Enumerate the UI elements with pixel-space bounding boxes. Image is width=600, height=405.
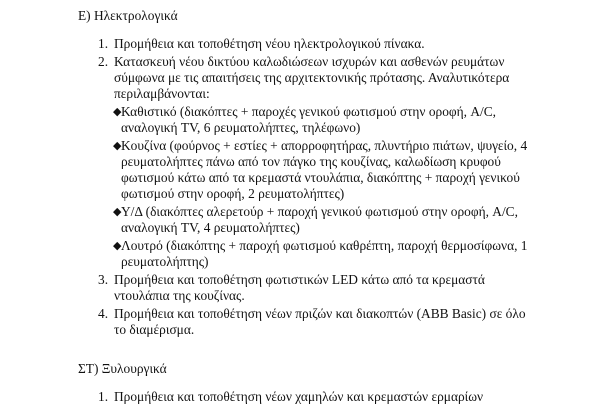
list-item-number: 3. (98, 272, 109, 287)
room-sublist (114, 104, 530, 270)
list-item-text: Προμήθεια και τοποθέτηση νέων χαμηλών και κρεμαστών ερμαρίων (114, 389, 484, 404)
list-item (0, 54, 600, 270)
list-item-text: Προμήθεια και τοποθέτηση νέου ηλεκτρολογικού πίνακα. (114, 36, 425, 51)
sublist-item-bedroom (114, 204, 530, 236)
electrical-list (0, 36, 600, 340)
list-item (0, 306, 600, 338)
sublist-item-text: Κουζίνα (φούρνος + εστίες + απορροφητήρας, πλυντήριο πιάτων, ψυγείο, 4 ρευματολήπτες πάνω από τον πάγκο της κουζίνας, καλωδίωση κρυφού φωτισμού κάτω από τα κρεμαστά ντουλάπια, διακόπτης + παροχή γενικού φωτισμού στην οροφή, 2 ρευματολήπτες) (121, 138, 528, 201)
section-heading-carpentry: ΣΤ) Ξυλουργικά (78, 361, 167, 376)
sublist-item-text: Υ/Δ (διακόπτες αλερετούρ + παροχή γενικού φωτισμού στην οροφή, A/C, αναλογική TV, 4 ρευματολήπτες) (121, 204, 518, 235)
section-heading-electrical: Ε) Ηλεκτρολογικά (78, 8, 178, 23)
diamond-bullet-icon: ◆ (113, 206, 122, 218)
list-item-text: Προμήθεια και τοποθέτηση νέων πριζών και διακοπτών (ABB Basic) σε όλο το διαμέρισμα. (114, 306, 526, 337)
list-item (0, 272, 600, 304)
carpentry-list (0, 389, 600, 405)
list-item-text: Κατασκευή νέου δικτύου καλωδιώσεων ισχυρών και ασθενών ρευμάτων σύμφωνα με τις απαιτήσεις της αρχιτεκτονικής πρότασης. Αναλυτικότερα περιλαμβάνονται: (114, 54, 510, 101)
sublist-item-text: Καθιστικό (διακόπτες + παροχές γενικού φωτισμού στην οροφή, A/C, αναλογική TV, 6 ρευματολήπτες, τηλέφωνο) (121, 104, 496, 135)
diamond-bullet-icon: ◆ (113, 240, 122, 252)
sublist-item-text: Λουτρό (διακόπτης + παροχή φωτισμού καθρέπτη, παροχή θερμοσίφωνα, 1 ρευματολήπτης) (121, 238, 528, 269)
list-item-text: Προμήθεια και τοποθέτηση φωτιστικών LED κάτω από τα κρεμαστά ντουλάπια της κουζίνας. (114, 272, 485, 303)
list-item-number: 1. (98, 389, 109, 404)
diamond-bullet-icon: ◆ (113, 106, 122, 118)
sublist-item-living-room (114, 104, 530, 136)
sublist-item-kitchen (114, 138, 530, 202)
diamond-bullet-icon: ◆ (113, 140, 122, 152)
list-item-number: 1. (98, 36, 109, 51)
sublist-item-bathroom (114, 238, 530, 270)
list-item-number: 2. (98, 54, 109, 69)
list-item-number: 4. (98, 306, 109, 321)
list-item (0, 389, 600, 405)
list-item (0, 36, 600, 52)
